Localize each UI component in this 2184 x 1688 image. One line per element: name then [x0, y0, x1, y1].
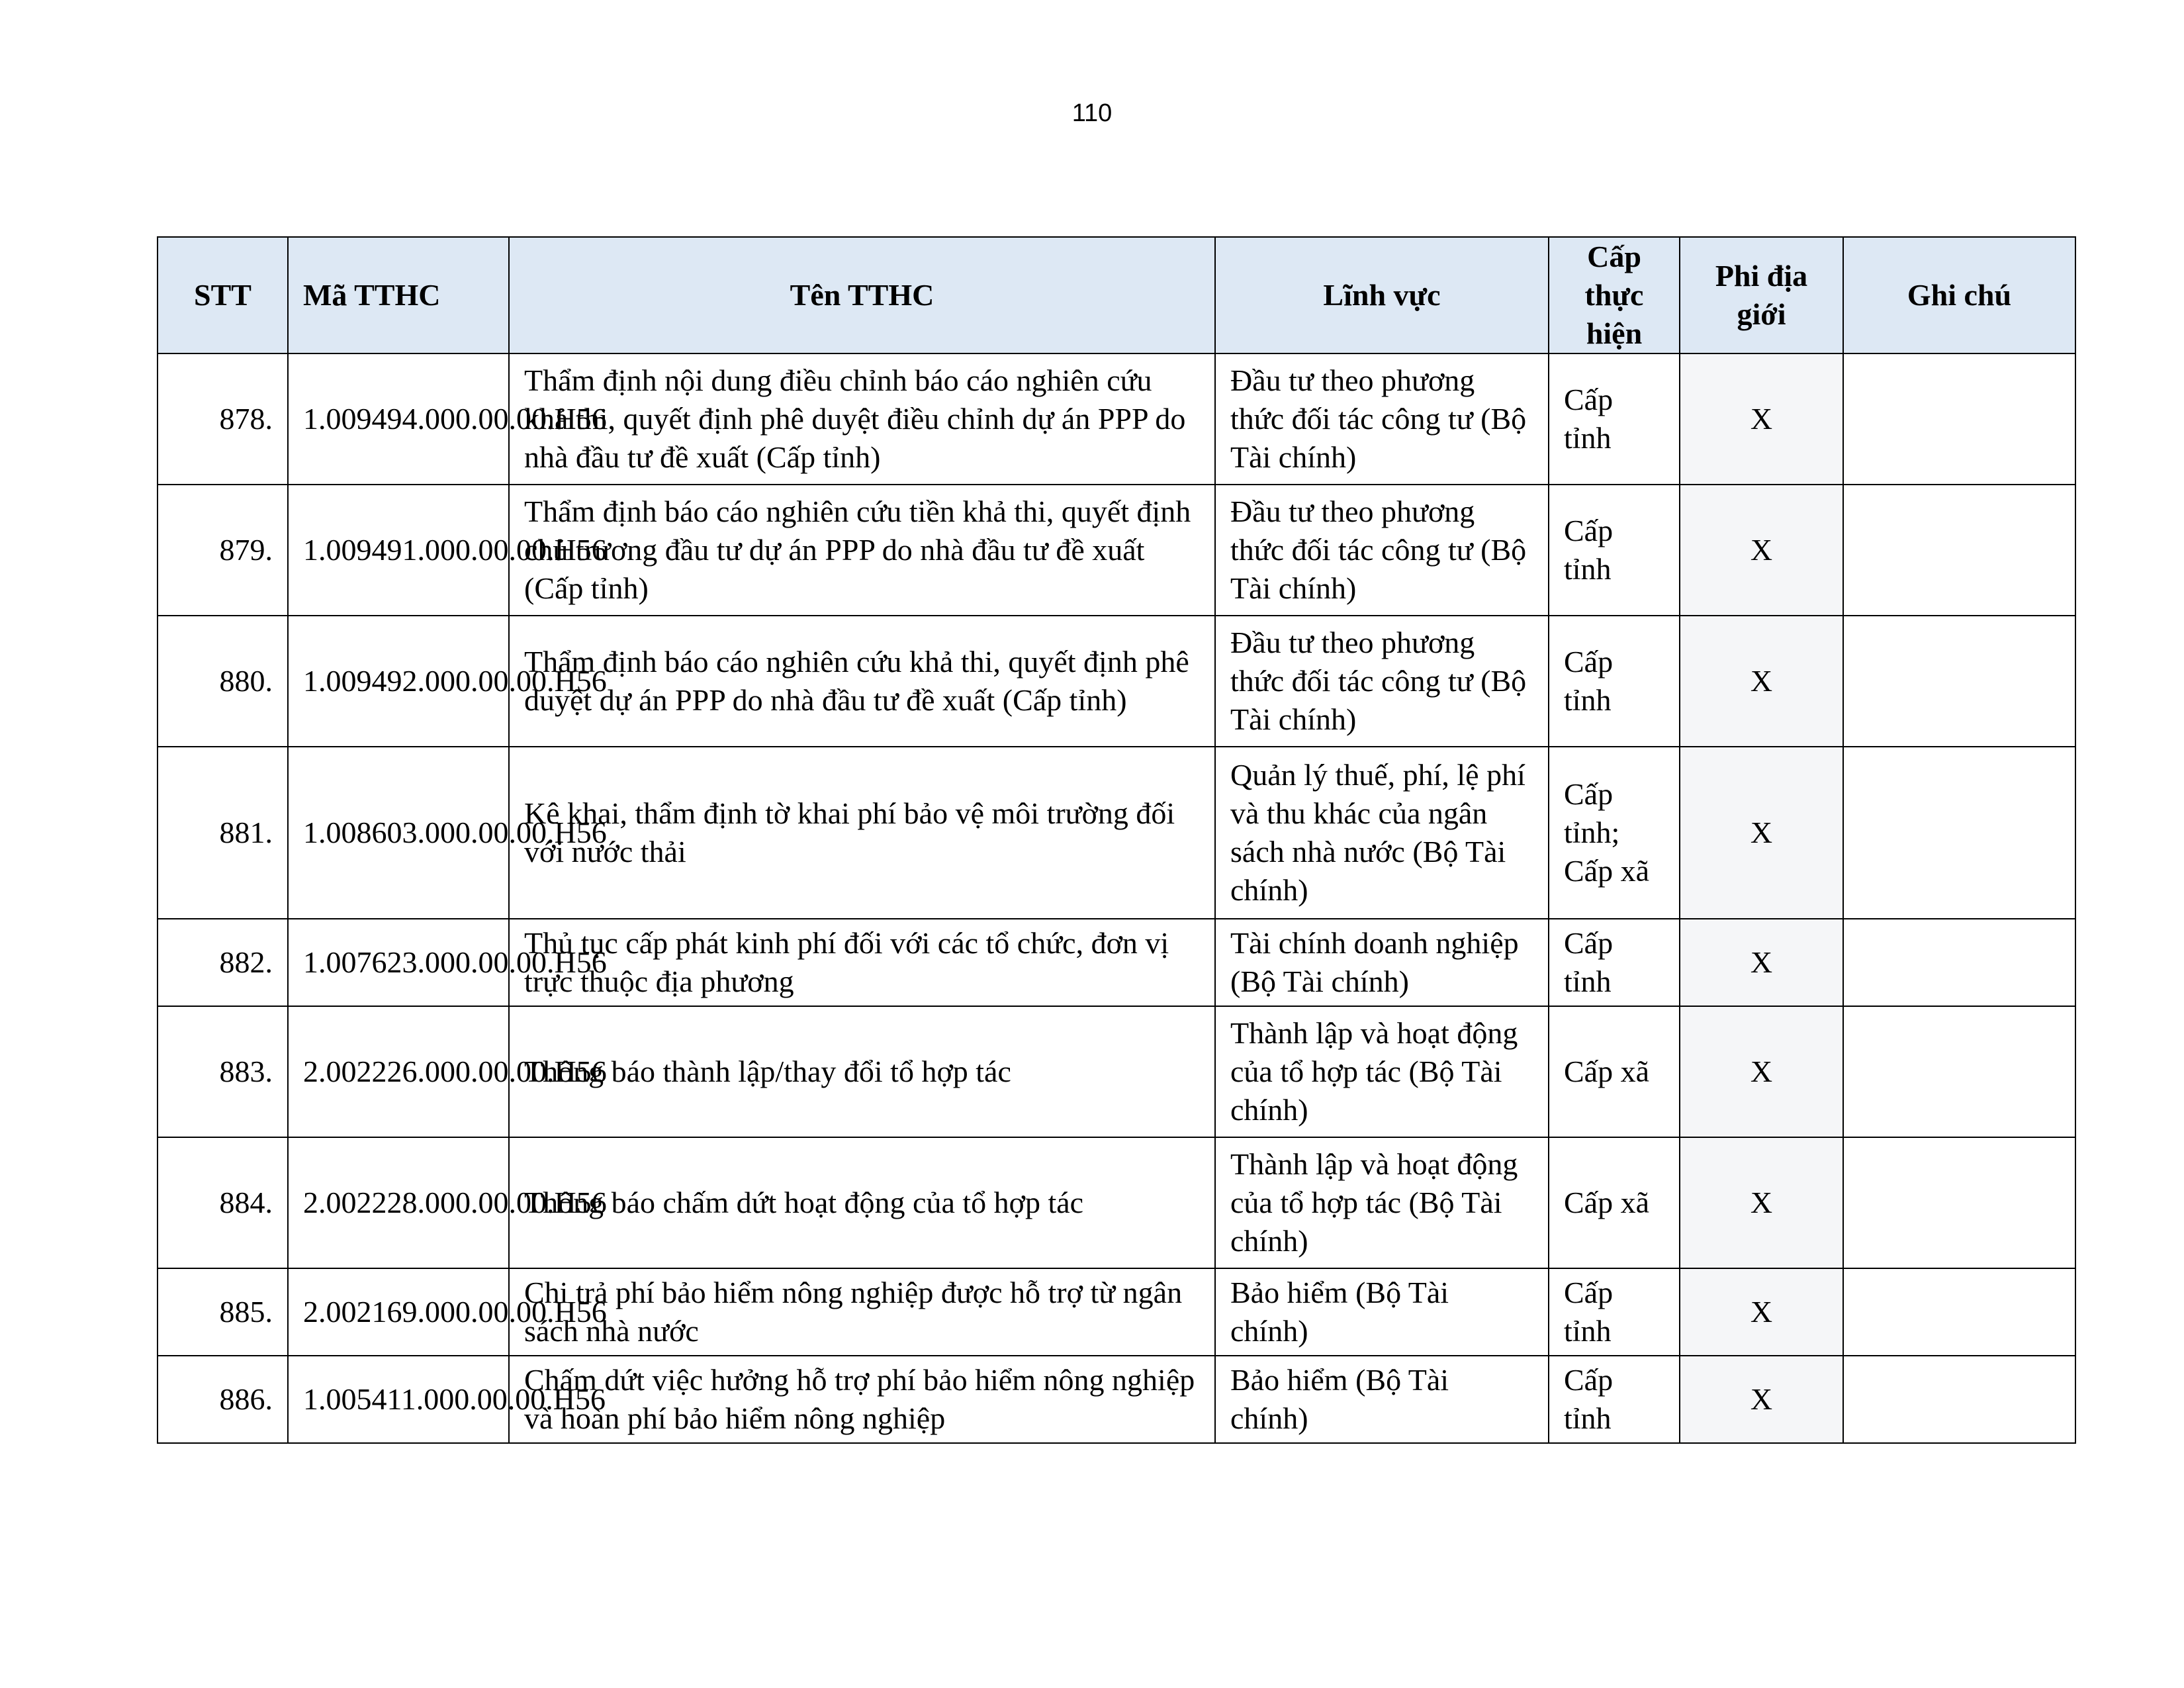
cell-ma-tthc: 2.002228.000.00.00.H56 — [288, 1137, 509, 1268]
table-header-row — [158, 237, 2075, 353]
cell-cap-thuc-hien: Cấp tỉnh — [1549, 919, 1680, 1006]
cell-phi-dia-gioi: X — [1680, 1356, 1843, 1443]
table-row — [158, 1268, 2075, 1356]
cell-ghi-chu — [1843, 1006, 2075, 1137]
cell-ma-tthc: 1.009492.000.00.00.H56 — [288, 616, 509, 747]
cell-ten-tthc: Chi trả phí bảo hiểm nông nghiệp được hỗ trợ từ ngân sách nhà nước — [509, 1268, 1215, 1356]
cell-phi-dia-gioi: X — [1680, 616, 1843, 747]
cell-cap-thuc-hien: Cấp tỉnh — [1549, 1268, 1680, 1356]
cell-cap-thuc-hien: Cấp tỉnh — [1549, 1356, 1680, 1443]
cell-linh-vuc: Đầu tư theo phương thức đối tác công tư (Bộ Tài chính) — [1215, 616, 1549, 747]
cell-phi-dia-gioi: X — [1680, 1137, 1843, 1268]
cell-stt: 886. — [158, 1356, 288, 1443]
cell-stt: 881. — [158, 747, 288, 919]
cell-ghi-chu — [1843, 353, 2075, 485]
table-row — [158, 1356, 2075, 1443]
cell-phi-dia-gioi: X — [1680, 485, 1843, 616]
cell-stt: 879. — [158, 485, 288, 616]
cell-ghi-chu — [1843, 1268, 2075, 1356]
header-linh-vuc: Lĩnh vực — [1215, 237, 1549, 353]
cell-ghi-chu — [1843, 616, 2075, 747]
cell-cap-thuc-hien: Cấp tỉnh — [1549, 485, 1680, 616]
cell-stt: 882. — [158, 919, 288, 1006]
cell-ghi-chu — [1843, 1356, 2075, 1443]
cell-ten-tthc: Thông báo thành lập/thay đổi tổ hợp tác — [509, 1006, 1215, 1137]
cell-ma-tthc: 1.009491.000.00.00.H56 — [288, 485, 509, 616]
header-ten-tthc: Tên TTHC — [509, 237, 1215, 353]
header-phi-dia-gioi: Phi địa giới — [1680, 237, 1843, 353]
cell-phi-dia-gioi: X — [1680, 919, 1843, 1006]
cell-ghi-chu — [1843, 485, 2075, 616]
cell-ten-tthc: Thẩm định nội dung điều chỉnh báo cáo nghiên cứu khả thi, quyết định phê duyệt điều chỉnh dự án PPP do nhà đầu tư đề xuất (Cấp tỉnh) — [509, 353, 1215, 485]
cell-linh-vuc: Tài chính doanh nghiệp (Bộ Tài chính) — [1215, 919, 1549, 1006]
cell-cap-thuc-hien: Cấp xã — [1549, 1137, 1680, 1268]
cell-stt: 885. — [158, 1268, 288, 1356]
cell-cap-thuc-hien: Cấp tỉnh — [1549, 353, 1680, 485]
table-row — [158, 747, 2075, 919]
cell-ten-tthc: Thẩm định báo cáo nghiên cứu tiền khả thi, quyết định chủ trương đầu tư dự án PPP do nhà đầu tư đề xuất (Cấp tỉnh) — [509, 485, 1215, 616]
cell-linh-vuc: Quản lý thuế, phí, lệ phí và thu khác của ngân sách nhà nước (Bộ Tài chính) — [1215, 747, 1549, 919]
cell-ma-tthc: 2.002226.000.00.00.H56 — [288, 1006, 509, 1137]
cell-ghi-chu — [1843, 747, 2075, 919]
table-row — [158, 1137, 2075, 1268]
cell-cap-thuc-hien: Cấp tỉnh; Cấp xã — [1549, 747, 1680, 919]
cell-stt: 880. — [158, 616, 288, 747]
cell-stt: 884. — [158, 1137, 288, 1268]
header-ghi-chu: Ghi chú — [1843, 237, 2075, 353]
cell-ma-tthc: 1.008603.000.00.00.H56 — [288, 747, 509, 919]
cell-linh-vuc: Bảo hiểm (Bộ Tài chính) — [1215, 1268, 1549, 1356]
cell-ten-tthc: Chấm dứt việc hưởng hỗ trợ phí bảo hiểm nông nghiệp và hoàn phí bảo hiểm nông nghiệp — [509, 1356, 1215, 1443]
cell-phi-dia-gioi: X — [1680, 1268, 1843, 1356]
table-row — [158, 353, 2075, 485]
cell-ma-tthc: 1.005411.000.00.00.H56 — [288, 1356, 509, 1443]
cell-ma-tthc: 1.009494.000.00.00.H56 — [288, 353, 509, 485]
cell-ghi-chu — [1843, 919, 2075, 1006]
table-row — [158, 616, 2075, 747]
cell-linh-vuc: Thành lập và hoạt động của tổ hợp tác (Bộ Tài chính) — [1215, 1137, 1549, 1268]
cell-linh-vuc: Đầu tư theo phương thức đối tác công tư (Bộ Tài chính) — [1215, 485, 1549, 616]
cell-ma-tthc: 2.002169.000.00.00.H56 — [288, 1268, 509, 1356]
cell-ten-tthc: Kê khai, thẩm định tờ khai phí bảo vệ môi trường đối với nước thải — [509, 747, 1215, 919]
cell-ten-tthc: Thông báo chấm dứt hoạt động của tổ hợp tác — [509, 1137, 1215, 1268]
cell-ten-tthc: Thẩm định báo cáo nghiên cứu khả thi, quyết định phê duyệt dự án PPP do nhà đầu tư đề xuất (Cấp tỉnh) — [509, 616, 1215, 747]
cell-linh-vuc: Đầu tư theo phương thức đối tác công tư (Bộ Tài chính) — [1215, 353, 1549, 485]
cell-phi-dia-gioi: X — [1680, 1006, 1843, 1137]
cell-phi-dia-gioi: X — [1680, 747, 1843, 919]
table-row — [158, 485, 2075, 616]
cell-stt: 878. — [158, 353, 288, 485]
cell-linh-vuc: Thành lập và hoạt động của tổ hợp tác (Bộ Tài chính) — [1215, 1006, 1549, 1137]
page-number: 110 — [1071, 99, 1113, 127]
cell-cap-thuc-hien: Cấp tỉnh — [1549, 616, 1680, 747]
header-ma-tthc: Mã TTHC — [288, 237, 509, 353]
cell-ghi-chu — [1843, 1137, 2075, 1268]
cell-linh-vuc: Bảo hiểm (Bộ Tài chính) — [1215, 1356, 1549, 1443]
cell-ten-tthc: Thủ tục cấp phát kinh phí đối với các tổ chức, đơn vị trực thuộc địa phương — [509, 919, 1215, 1006]
cell-ma-tthc: 1.007623.000.00.00.H56 — [288, 919, 509, 1006]
header-stt: STT — [158, 237, 288, 353]
cell-stt: 883. — [158, 1006, 288, 1137]
table-row — [158, 919, 2075, 1006]
table-row — [158, 1006, 2075, 1137]
cell-phi-dia-gioi: X — [1680, 353, 1843, 485]
header-cap-thuc-hien: Cấp thực hiện — [1549, 237, 1680, 353]
tthc-table — [157, 236, 2076, 1444]
cell-cap-thuc-hien: Cấp xã — [1549, 1006, 1680, 1137]
